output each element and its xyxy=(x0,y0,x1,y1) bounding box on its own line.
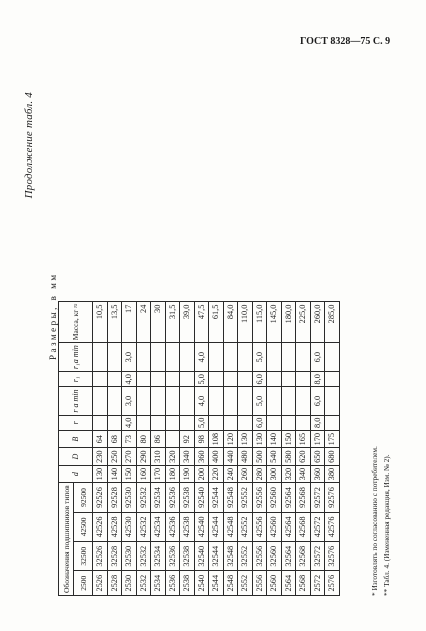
cell-type-42500: 42540 xyxy=(194,512,209,541)
cell-type-2500: 2560 xyxy=(267,571,282,596)
cell-D: 500 xyxy=(252,448,267,465)
cell-B: 80 xyxy=(136,430,151,447)
cell-type-42500: 42548 xyxy=(223,512,238,541)
cell-type-42500: 42552 xyxy=(238,512,253,541)
dim-header-d: d xyxy=(59,465,93,482)
cell-D: 360 xyxy=(194,448,209,465)
cell-r1 xyxy=(136,372,151,387)
cell-ra-min: 6,0 xyxy=(310,387,325,415)
cell-type-42500: 42576 xyxy=(325,512,340,541)
cell-ra-min xyxy=(165,387,180,415)
cell-type-92500: 92556 xyxy=(252,483,267,512)
table-row xyxy=(267,301,282,595)
cell-r1 xyxy=(93,372,108,387)
cell-B: 120 xyxy=(223,430,238,447)
cell-d: 170 xyxy=(151,465,166,482)
cell-r xyxy=(281,415,296,430)
cell-type-2500: 2552 xyxy=(238,571,253,596)
cell-D: 400 xyxy=(209,448,224,465)
page-header: ГОСТ 8328—75 С. 9 xyxy=(300,36,391,47)
cell-r1a-min xyxy=(151,343,166,372)
cell-r xyxy=(223,415,238,430)
cell-r1 xyxy=(325,372,340,387)
cell-type-42500: 42560 xyxy=(267,512,282,541)
cell-B: 170 xyxy=(310,430,325,447)
cell-type-2500: 2548 xyxy=(223,571,238,596)
cell-type-2500: 2536 xyxy=(165,571,180,596)
cell-r1a-min xyxy=(281,343,296,372)
cell-r1a-min xyxy=(93,343,108,372)
cell-d: 260 xyxy=(238,465,253,482)
table-row xyxy=(281,301,296,595)
cell-r1 xyxy=(281,372,296,387)
type-header-92500: 92500 xyxy=(74,483,93,512)
cell-D: 250 xyxy=(107,448,122,465)
cell-type-32500: 32526 xyxy=(93,542,108,571)
cell-type-92500: 92528 xyxy=(107,483,122,512)
cell-r1 xyxy=(151,372,166,387)
cell-r xyxy=(209,415,224,430)
cell-type-92500: 92564 xyxy=(281,483,296,512)
cell-d: 190 xyxy=(180,465,195,482)
cell-type-42500: 42556 xyxy=(252,512,267,541)
cell-type-32500: 32548 xyxy=(223,542,238,571)
cell-r1a-min xyxy=(209,343,224,372)
cell-r1a-min: 5,0 xyxy=(252,343,267,372)
cell-D: 340 xyxy=(180,448,195,465)
cell-r1a-min: 4,0 xyxy=(194,343,209,372)
cell-ra-min xyxy=(209,387,224,415)
cell-r1 xyxy=(209,372,224,387)
type-header-32500: 32500 xyxy=(74,542,93,571)
cell-type-92500: 92544 xyxy=(209,483,224,512)
cell-d: 200 xyxy=(194,465,209,482)
cell-d: 280 xyxy=(252,465,267,482)
cell-B: 68 xyxy=(107,430,122,447)
cell-type-32500: 32540 xyxy=(194,542,209,571)
table-body xyxy=(93,301,340,595)
cell-r1a-min xyxy=(267,343,282,372)
cell-d: 140 xyxy=(107,465,122,482)
cell-ra-min xyxy=(136,387,151,415)
cell-r1a-min xyxy=(180,343,195,372)
table-row xyxy=(180,301,195,595)
dim-header-r: r xyxy=(59,415,93,430)
cell-type-92500: 92548 xyxy=(223,483,238,512)
cell-type-42500: 42564 xyxy=(281,512,296,541)
cell-mass: 30 xyxy=(151,301,166,343)
cell-type-92500: 92552 xyxy=(238,483,253,512)
cell-r xyxy=(165,415,180,430)
dim-header-ra-min: r a min xyxy=(59,387,93,415)
cell-type-32500: 32552 xyxy=(238,542,253,571)
cell-d: 300 xyxy=(267,465,282,482)
cell-r xyxy=(136,415,151,430)
cell-ra-min xyxy=(151,387,166,415)
cell-type-32500: 32544 xyxy=(209,542,224,571)
cell-B: 140 xyxy=(267,430,282,447)
cell-type-32500: 32556 xyxy=(252,542,267,571)
cell-type-32500: 32538 xyxy=(180,542,195,571)
cell-ra-min xyxy=(281,387,296,415)
cell-type-32500: 32530 xyxy=(122,542,137,571)
cell-r1 xyxy=(267,372,282,387)
cell-type-42500: 42572 xyxy=(310,512,325,541)
cell-mass: 39,0 xyxy=(180,301,195,343)
table-row xyxy=(325,301,340,595)
cell-type-32500: 32564 xyxy=(281,542,296,571)
cell-r xyxy=(180,415,195,430)
cell-type-92500: 92534 xyxy=(151,483,166,512)
cell-d: 130 xyxy=(93,465,108,482)
cell-D: 270 xyxy=(122,448,137,465)
cell-B: 92 xyxy=(180,430,195,447)
cell-mass: 17 xyxy=(122,301,137,343)
cell-r1a-min xyxy=(238,343,253,372)
cell-B: 165 xyxy=(296,430,311,447)
dim-header-r1a-min: r₁a min xyxy=(59,343,93,372)
cell-ra-min xyxy=(267,387,282,415)
cell-d: 240 xyxy=(223,465,238,482)
cell-ra-min: 4,0 xyxy=(194,387,209,415)
cell-r1a-min xyxy=(107,343,122,372)
cell-type-92500: 92536 xyxy=(165,483,180,512)
cell-type-2500: 2564 xyxy=(281,571,296,596)
cell-type-2500: 2540 xyxy=(194,571,209,596)
group-header: Обозначения подшипников типов xyxy=(59,483,74,596)
rotated-table-block xyxy=(10,58,416,618)
table-row xyxy=(136,301,151,595)
cell-ra-min xyxy=(238,387,253,415)
cell-B: 98 xyxy=(194,430,209,447)
cell-r1 xyxy=(296,372,311,387)
cell-mass: 10,5 xyxy=(93,301,108,343)
cell-type-32500: 32532 xyxy=(136,542,151,571)
cell-B: 130 xyxy=(252,430,267,447)
cell-mass: 84,0 xyxy=(223,301,238,343)
cell-type-92500: 92526 xyxy=(93,483,108,512)
table-row xyxy=(223,301,238,595)
cell-r1 xyxy=(165,372,180,387)
cell-r: 4,0 xyxy=(122,415,137,430)
cell-r1a-min xyxy=(325,343,340,372)
cell-type-42500: 42534 xyxy=(151,512,166,541)
cell-r1 xyxy=(238,372,253,387)
cell-B: 86 xyxy=(151,430,166,447)
cell-mass: 110,0 xyxy=(238,301,253,343)
cell-type-32500: 32528 xyxy=(107,542,122,571)
cell-D: 230 xyxy=(93,448,108,465)
cell-d: 360 xyxy=(310,465,325,482)
type-header-2500: 2500 xyxy=(74,571,93,596)
cell-type-42500: 42536 xyxy=(165,512,180,541)
cell-r xyxy=(296,415,311,430)
dim-header-D: D xyxy=(59,448,93,465)
cell-D: 440 xyxy=(223,448,238,465)
cell-type-92500: 92532 xyxy=(136,483,151,512)
cell-d: 150 xyxy=(122,465,137,482)
cell-type-92500: 92568 xyxy=(296,483,311,512)
cell-mass: 115,0 xyxy=(252,301,267,343)
table-row xyxy=(122,301,137,595)
cell-type-32500: 32576 xyxy=(325,542,340,571)
cell-B: 64 xyxy=(93,430,108,447)
cell-ra-min xyxy=(296,387,311,415)
dim-header-r1: r₁ xyxy=(59,372,93,387)
cell-type-92500: 92560 xyxy=(267,483,282,512)
cell-r xyxy=(93,415,108,430)
cell-d: 180 xyxy=(165,465,180,482)
table-row xyxy=(107,301,122,595)
cell-r1a-min xyxy=(223,343,238,372)
cell-type-2500: 2576 xyxy=(325,571,340,596)
cell-r xyxy=(238,415,253,430)
cell-mass: 285,0 xyxy=(325,301,340,343)
cell-d: 380 xyxy=(325,465,340,482)
cell-type-92500: 92572 xyxy=(310,483,325,512)
cell-D: 320 xyxy=(165,448,180,465)
cell-type-42500: 42544 xyxy=(209,512,224,541)
cell-D: 290 xyxy=(136,448,151,465)
cell-r: 6,0 xyxy=(252,415,267,430)
cell-ra-min: 5,0 xyxy=(252,387,267,415)
cell-mass: 13,5 xyxy=(107,301,122,343)
cell-r xyxy=(151,415,166,430)
cell-type-2500: 2544 xyxy=(209,571,224,596)
cell-type-32500: 32534 xyxy=(151,542,166,571)
cell-mass: 260,0 xyxy=(310,301,325,343)
cell-r: 5,0 xyxy=(194,415,209,430)
cell-r1: 4,0 xyxy=(122,372,137,387)
cell-r xyxy=(267,415,282,430)
dim-header-mass: Масса, кг ≈ xyxy=(59,301,93,343)
table-row xyxy=(209,301,224,595)
cell-mass: 225,0 xyxy=(296,301,311,343)
cell-r: 8,0 xyxy=(310,415,325,430)
cell-mass: 180,0 xyxy=(281,301,296,343)
cell-type-32500: 32536 xyxy=(165,542,180,571)
cell-D: 310 xyxy=(151,448,166,465)
cell-type-92500: 92530 xyxy=(122,483,137,512)
cell-r xyxy=(325,415,340,430)
continuation-label: Продолжение табл. 4 xyxy=(23,92,35,199)
footnote-2: ** Табл. 4. (Измененная редакция, Изм. № 2). xyxy=(382,454,391,596)
cell-type-2500: 2534 xyxy=(151,571,166,596)
cell-mass: 145,0 xyxy=(267,301,282,343)
table-row xyxy=(165,301,180,595)
cell-B: 175 xyxy=(325,430,340,447)
cell-r1: 6,0 xyxy=(252,372,267,387)
cell-ra-min xyxy=(93,387,108,415)
type-header-42500: 42500 xyxy=(74,512,93,541)
cell-B: 130 xyxy=(238,430,253,447)
cell-ra-min: 3,0 xyxy=(122,387,137,415)
cell-type-2500: 2528 xyxy=(107,571,122,596)
cell-ra-min xyxy=(107,387,122,415)
table-row xyxy=(151,301,166,595)
cell-r1a-min xyxy=(165,343,180,372)
cell-type-92500: 92540 xyxy=(194,483,209,512)
cell-mass: 47,5 xyxy=(194,301,209,343)
cell-d: 220 xyxy=(209,465,224,482)
cell-B: 73 xyxy=(122,430,137,447)
table-row xyxy=(194,301,209,595)
dim-header-B: B xyxy=(59,430,93,447)
cell-type-2500: 2530 xyxy=(122,571,137,596)
cell-D: 540 xyxy=(267,448,282,465)
cell-type-2500: 2532 xyxy=(136,571,151,596)
cell-type-42500: 42532 xyxy=(136,512,151,541)
cell-r1 xyxy=(180,372,195,387)
cell-mass: 61,5 xyxy=(209,301,224,343)
table-row xyxy=(238,301,253,595)
cell-ra-min xyxy=(180,387,195,415)
cell-r1: 8,0 xyxy=(310,372,325,387)
cell-r1 xyxy=(107,372,122,387)
cell-d: 340 xyxy=(296,465,311,482)
cell-type-2500: 2556 xyxy=(252,571,267,596)
cell-r xyxy=(107,415,122,430)
cell-r1 xyxy=(223,372,238,387)
cell-D: 620 xyxy=(296,448,311,465)
cell-type-42500: 42538 xyxy=(180,512,195,541)
cell-type-92500: 92576 xyxy=(325,483,340,512)
cell-D: 650 xyxy=(310,448,325,465)
table-row xyxy=(310,301,325,595)
cell-B xyxy=(165,430,180,447)
footnote-1: * Изготовлять по согласованию с потребителем. xyxy=(370,446,379,596)
cell-type-2500: 2568 xyxy=(296,571,311,596)
cell-mass: 24 xyxy=(136,301,151,343)
cell-B: 108 xyxy=(209,430,224,447)
cell-type-42500: 42530 xyxy=(122,512,137,541)
cell-type-42500: 42568 xyxy=(296,512,311,541)
cell-r1a-min xyxy=(296,343,311,372)
cell-type-32500: 32572 xyxy=(310,542,325,571)
cell-type-32500: 32560 xyxy=(267,542,282,571)
cell-D: 480 xyxy=(238,448,253,465)
cell-D: 680 xyxy=(325,448,340,465)
cell-d: 320 xyxy=(281,465,296,482)
cell-mass: 31,5 xyxy=(165,301,180,343)
cell-ra-min xyxy=(325,387,340,415)
cell-r1a-min: 3,0 xyxy=(122,343,137,372)
table-row xyxy=(296,301,311,595)
cell-r1a-min: 6,0 xyxy=(310,343,325,372)
cell-type-2500: 2526 xyxy=(93,571,108,596)
cell-d: 160 xyxy=(136,465,151,482)
cell-D: 580 xyxy=(281,448,296,465)
sizes-label: Размеры, в мм xyxy=(48,272,58,360)
cell-type-42500: 42528 xyxy=(107,512,122,541)
cell-type-42500: 42526 xyxy=(93,512,108,541)
bearing-table xyxy=(58,301,340,596)
cell-type-2500: 2572 xyxy=(310,571,325,596)
cell-B: 150 xyxy=(281,430,296,447)
cell-r1: 5,0 xyxy=(194,372,209,387)
table-row xyxy=(252,301,267,595)
table-row xyxy=(93,301,108,595)
cell-type-2500: 2538 xyxy=(180,571,195,596)
cell-type-32500: 32568 xyxy=(296,542,311,571)
cell-ra-min xyxy=(223,387,238,415)
cell-type-92500: 92538 xyxy=(180,483,195,512)
cell-r1a-min xyxy=(136,343,151,372)
